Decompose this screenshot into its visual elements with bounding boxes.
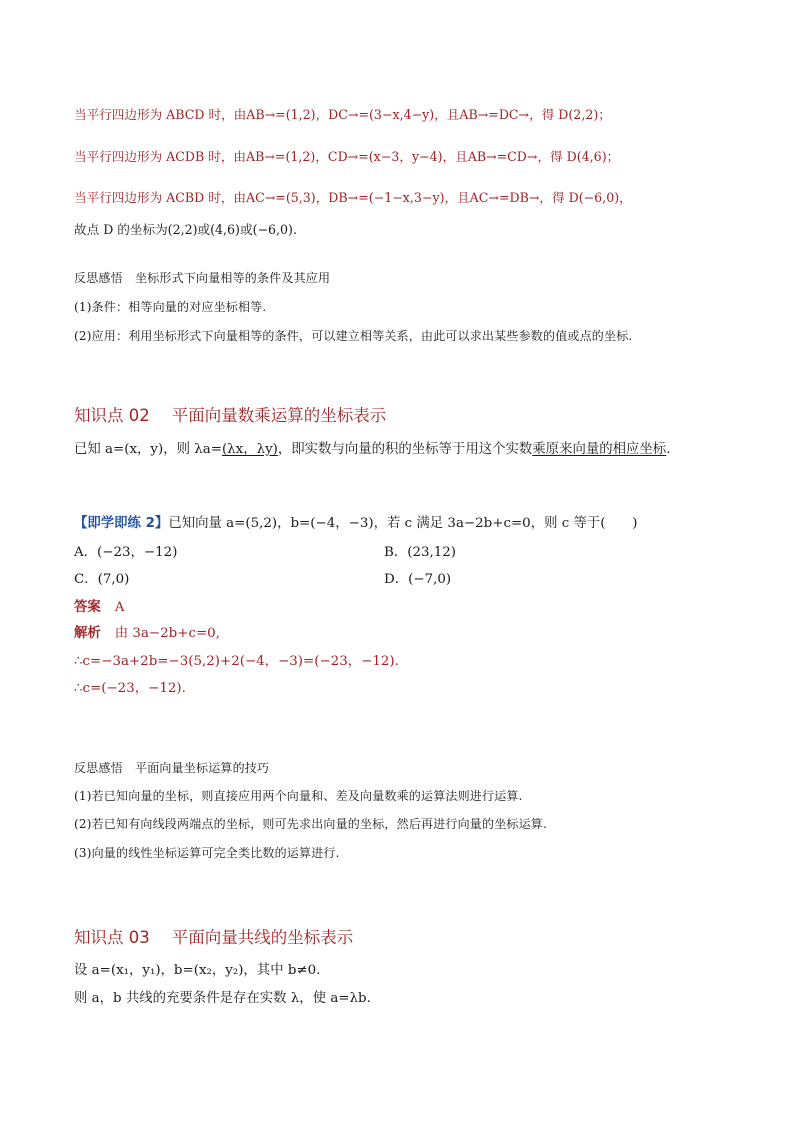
- reflection-1-title: 反思感悟 坐标形式下向量相等的条件及其应用: [74, 271, 331, 285]
- section-3-title: 平面向量共线的坐标表示: [171, 928, 354, 947]
- reflection-2-item-3: (3)向量的线性坐标运算可完全类比数的运算进行.: [74, 846, 340, 860]
- reflection-1-item-1: (1)条件：相等向量的对应坐标相等.: [74, 300, 267, 314]
- answer-value: A: [114, 600, 125, 615]
- exercise-2-options-row-1: [74, 541, 457, 560]
- solution-line-4: 故点 D 的坐标为(2,2)或(4,6)或(−6,0).: [74, 222, 297, 237]
- exercise-2-question: 【即学即练 2】已知向量 a=(5,2)，b=(−4，−3)，若 c 满足 3a−2b+c=0，则 c 等于( ): [74, 516, 638, 531]
- reflection-2-item-2: (2)若已知有向线段两端点的坐标，则可先求出向量的坐标，然后再进行向量的坐标运算.: [74, 817, 548, 831]
- option-c: C．(7,0): [74, 572, 130, 587]
- solution-line-2: 当平行四边形为 ACDB 时，由AB→=(1,2)，CD→=(x−3，y−4)，且AB→=CD→，得 D(4,6)；: [74, 149, 620, 164]
- section-2-text: 已知 a=(x，y)，则 λa=(λx，λy)，即实数与向量的积的坐标等于用这个实数乘原来向量的相应坐标.: [74, 442, 671, 457]
- exercise-2-options-row-2: [74, 568, 452, 587]
- exercise-2-answer: [74, 596, 124, 615]
- exercise-2-analysis-line-3: ∴c=(−23，−12).: [74, 681, 186, 696]
- section-3-line-2: 则 a，b 共线的充要条件是存在实数 λ，使 a=λb.: [74, 991, 371, 1006]
- option-b: B．(23,12): [384, 545, 457, 560]
- section-2-underlined-2: 乘原来向量的相应坐标: [532, 442, 667, 457]
- section-2-underlined-1: (λx，λy): [221, 442, 278, 457]
- section-3-number: 知识点 03: [74, 928, 150, 947]
- reflection-2-item-1: (1)若已知向量的坐标，则直接应用两个向量和、差及向量数乘的运算法则进行运算.: [74, 789, 523, 803]
- solution-line-1: 当平行四边形为 ABCD 时，由AB→=(1,2)，DC→=(3−x,4−y)，且AB→=DC→，得 D(2,2)；: [74, 107, 611, 122]
- section-3-line-1: 设 a=(x₁，y₁)，b=(x₂，y₂)，其中 b≠0.: [74, 963, 321, 978]
- option-d: D．(−7,0): [384, 572, 452, 587]
- solution-line-3: 当平行四边形为 ACBD 时，由AC→=(5,3)，DB→=(−1−x,3−y)，且AC→=DB→，得 D(−6,0)，: [74, 190, 632, 205]
- section-2-number: 知识点 02: [74, 406, 150, 425]
- section-3-heading: [74, 924, 353, 948]
- exercise-2-analysis-line-1: 解析 由 3a−2b+c=0,: [74, 625, 220, 641]
- section-2-heading: [74, 402, 386, 426]
- analysis-label: 解析: [74, 625, 101, 641]
- answer-label: 答案: [74, 599, 101, 615]
- reflection-1-item-2: (2)应用：利用坐标形式下向量相等的条件，可以建立相等关系，由此可以求出某些参数的值或点的坐标.: [74, 329, 633, 343]
- section-2-title: 平面向量数乘运算的坐标表示: [171, 406, 387, 425]
- reflection-2-title: 反思感悟 平面向量坐标运算的技巧: [74, 761, 270, 775]
- exercise-2-tag: 【即学即练 2】: [74, 516, 169, 531]
- option-a: A．(−23，−12): [74, 545, 178, 560]
- exercise-2-analysis-line-2: ∴c=−3a+2b=−3(5,2)+2(−4，−3)=(−23，−12).: [74, 654, 399, 669]
